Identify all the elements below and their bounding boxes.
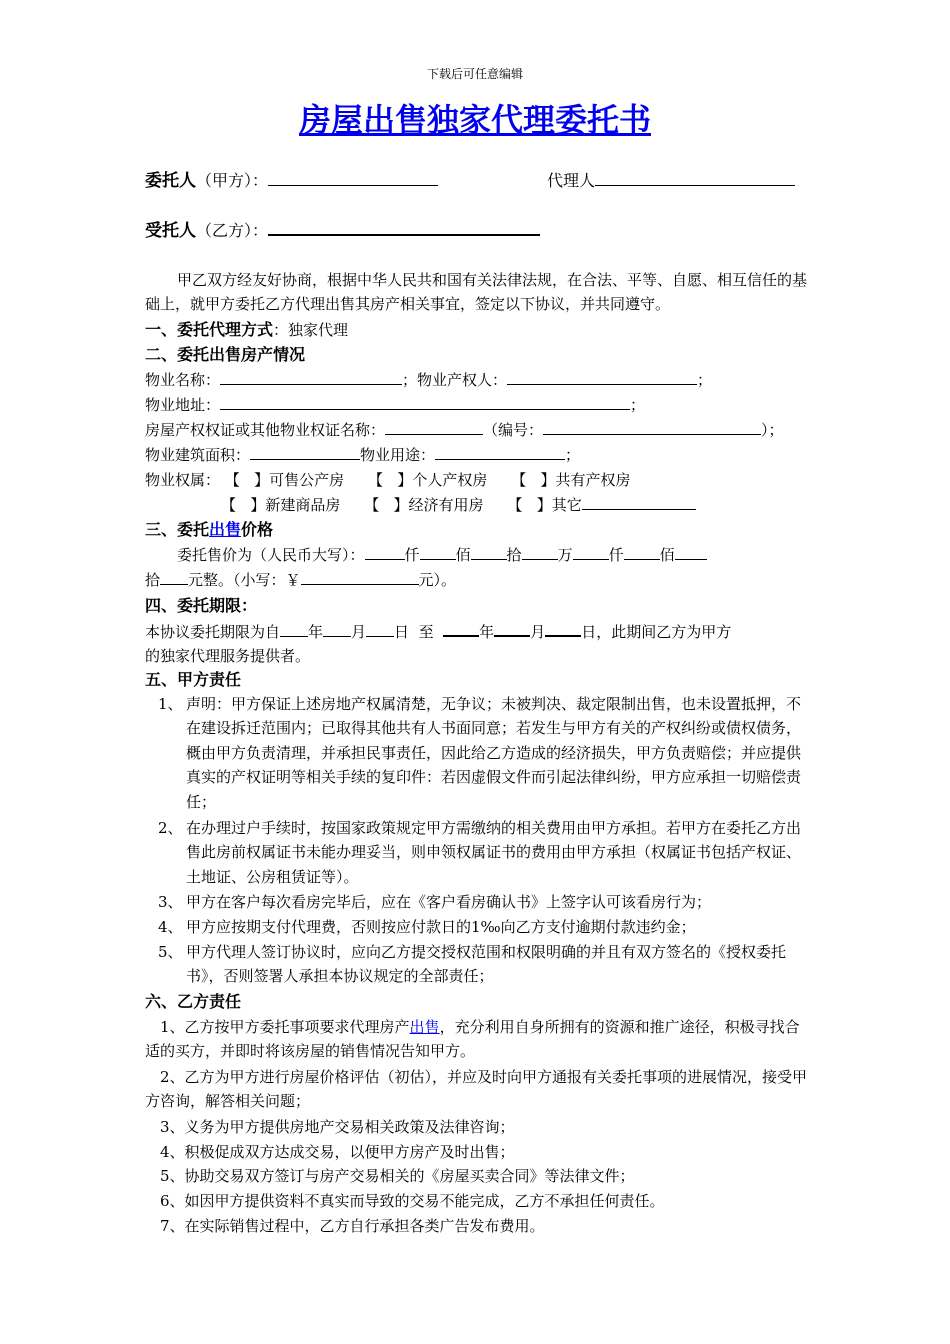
option-affordable-label: 经济有用房 (408, 496, 484, 514)
term-line-2: 的独家代理服务提供者。 (145, 647, 311, 665)
principal-blank[interactable] (268, 169, 438, 186)
price-blank[interactable] (522, 543, 558, 560)
number-open: （编号： (483, 421, 544, 439)
semicolon: ； (697, 371, 713, 389)
principal-duty-3 (158, 890, 808, 914)
unit-shi: 拾 (145, 571, 161, 589)
start-month-blank[interactable] (323, 620, 351, 637)
certificate-blank[interactable] (385, 418, 483, 435)
principal-duty-1 (158, 692, 808, 814)
item-number: 4、 (158, 918, 183, 936)
price-blank[interactable] (624, 543, 660, 560)
section-2-heading: 二、委托出售房产情况 (145, 345, 306, 364)
section-1 (145, 318, 348, 342)
agent-duty-4: 4、积极促成双方达成交易，以便甲方房产及时出售； (160, 1143, 515, 1161)
option-private-label: 个人产权房 (412, 471, 488, 489)
section-4-heading: 四、委托期限： (145, 596, 258, 615)
agent-rep-label: 代理人 (547, 171, 596, 190)
checkbox-new[interactable]: 【 】 (221, 496, 266, 514)
usage-blank[interactable] (435, 443, 565, 460)
price-blank[interactable] (160, 568, 188, 585)
day-label: 日 (394, 623, 410, 641)
agent-duty-7: 7、在实际销售过程中，乙方自行承担各类广告发布费用。 (160, 1217, 545, 1235)
section-3-heading-b: 价格 (241, 520, 274, 539)
principal-line (145, 169, 438, 193)
price-line-1 (177, 543, 707, 567)
unit-shi: 拾 (506, 546, 522, 564)
property-name-blank[interactable] (220, 368, 402, 385)
agent-duty-5: 5、协助交易双方签订与房产交易相关的《房屋买卖合同》等法律文件； (160, 1167, 635, 1185)
header-note: 下载后可任意编辑 (426, 67, 523, 81)
number-close: ）； (761, 421, 784, 439)
certificate-line (145, 418, 784, 442)
section-1-colon: ： (273, 321, 289, 339)
other-blank[interactable] (582, 493, 696, 510)
principal-duty-2 (158, 816, 808, 889)
agent-duty-6: 6、如因甲方提供资料不真实而导致的交易不能完成，乙方不承担任何责任。 (160, 1192, 665, 1210)
price-label: 委托售价为（人民币大写）： (177, 546, 365, 564)
price-blank[interactable] (420, 543, 456, 560)
address-blank[interactable] (220, 393, 630, 410)
agent-line (145, 218, 540, 243)
section-3-heading-a: 三、委托 (145, 520, 210, 539)
agent-rep-blank[interactable] (595, 169, 795, 186)
item-text: 声明：甲方保证上述房地产权属清楚，无争议；未被判决、裁定限制出售，也未设置抵押，不在建设拆迁范围内；已取得其他共有人书面同意；若发生与甲方有关的产权纠纷或债权债务，概由甲方负责清理，并承担民事责任，因此给乙方造成的经济损失，甲方负责赔偿；并应提供真实的产权证明等相关手续的复印件：若因虚假文件而引起法律纠纷，甲方应承担一切赔偿责任； (186, 695, 802, 811)
area-blank[interactable] (250, 443, 360, 460)
price-blank[interactable] (675, 543, 707, 560)
option-public-label: 可售公产房 (269, 471, 345, 489)
agent-duty-3: 3、义务为甲方提供房地产交易相关政策及法律咨询； (160, 1118, 515, 1136)
item-text: 甲方在客户每次看房完毕后，应在《客户看房确认书》上签字认可该看房行为； (186, 893, 712, 911)
section-3-heading (145, 518, 273, 542)
principal-label: 委托人 (145, 171, 196, 191)
to-label: 至 (418, 623, 434, 641)
principal-duty-5 (158, 940, 808, 989)
term-text-b: 日，此期间乙方为甲方 (581, 623, 732, 641)
start-day-blank[interactable] (366, 620, 394, 637)
price-line-2 (145, 568, 456, 592)
agent-paren: （乙方）： (196, 221, 269, 240)
checkbox-other[interactable]: 【 】 (507, 496, 552, 514)
price-blank[interactable] (471, 543, 507, 560)
checkbox-shared[interactable]: 【 】 (511, 471, 556, 489)
agent-blank[interactable] (268, 218, 540, 236)
ownership-label: 物业权属： (145, 471, 221, 489)
section-6-heading: 六、乙方责任 (145, 992, 242, 1011)
checkbox-private[interactable]: 【 】 (368, 471, 413, 489)
end-month-blank[interactable] (494, 619, 530, 637)
unit-qian: 仟 (608, 546, 624, 564)
year-label: 年 (479, 623, 495, 641)
item-number: 3、 (158, 893, 183, 911)
checkbox-affordable[interactable]: 【 】 (364, 496, 409, 514)
agent-duty-1-b: ，充分利用自身所拥有的资源和推广途径，积极寻找合适的买方，并即时将该房屋的销售情况告知甲方。 (145, 1018, 800, 1061)
document-title: 房屋出售独家代理委托书 (298, 101, 651, 139)
sale-link[interactable]: 出售 (409, 1018, 440, 1036)
item-text: 在办理过户手续时，按国家政策规定甲方需缴纳的相关费用由甲方承担。若甲方在委托乙方出售此房前权属证书未能办理妥当，则申领权属证书的费用由甲方承担（权属证书包括产权证、土地证、公房租赁证等）。 (186, 819, 802, 886)
price-blank[interactable] (365, 543, 405, 560)
term-line-1 (145, 619, 731, 644)
owner-label: ；物业产权人： (402, 371, 508, 389)
agent-rep-line (547, 169, 795, 193)
option-other-label: 其它 (551, 496, 582, 514)
ownership-line-1 (145, 468, 631, 492)
term-text-a: 本协议委托期限为自 (145, 623, 281, 641)
item-text: 甲方应按期支付代理费，否则按应付款日的1‰向乙方支付逾期付款违约金； (186, 918, 696, 936)
agent-duty-1-a: 1、乙方按甲方委托事项要求代理房产 (160, 1018, 410, 1036)
item-number: 1、 (158, 695, 183, 713)
principal-duty-4 (158, 915, 808, 939)
option-new-label: 新建商品房 (265, 496, 341, 514)
item-number: 2、 (158, 819, 183, 837)
end-year-blank[interactable] (443, 619, 479, 637)
intro-paragraph: 甲乙双方经友好协商，根据中华人民共和国有关法律法规，在合法、平等、自愿、相互信任的基础上，就甲方委托乙方代理出售其房产相关事宜，签定以下协议，并共同遵守。 (145, 271, 808, 314)
area-label: 物业建筑面积： (145, 446, 251, 464)
principal-paren: （甲方）： (196, 171, 269, 190)
price-small-blank[interactable] (301, 568, 419, 585)
semicolon: ； (565, 446, 581, 464)
month-label: 月 (530, 623, 546, 641)
year-label: 年 (308, 623, 324, 641)
unit-bai: 佰 (455, 546, 471, 564)
number-blank[interactable] (543, 418, 761, 435)
agent-label: 受托人 (145, 221, 196, 241)
usage-label: 物业用途： (360, 446, 436, 464)
month-label: 月 (351, 623, 367, 641)
agent-duty-2: 2、乙方为甲方进行房屋价格评估（初估），并应及时向甲方通报有关委托事项的进展情况，接受甲方咨询，解答相关问题； (145, 1068, 808, 1111)
sale-link[interactable]: 出售 (209, 520, 242, 539)
address-label: 物业地址： (145, 396, 221, 414)
semicolon: ； (630, 396, 646, 414)
section-5-heading: 五、甲方责任 (145, 670, 242, 689)
unit-qian: 仟 (404, 546, 420, 564)
address-line (145, 393, 645, 417)
unit-bai: 佰 (659, 546, 675, 564)
agent-duty-1 (145, 1015, 810, 1064)
checkbox-public[interactable]: 【 】 (224, 471, 270, 489)
option-shared-label: 共有产权房 (555, 471, 631, 489)
section-1-value: 独家代理 (288, 321, 349, 339)
unit-yuan-zheng: 元整。（小写：￥ (188, 571, 301, 589)
unit-yuan-end: 元）。 (418, 571, 457, 589)
unit-wan: 万 (557, 546, 573, 564)
price-blank[interactable] (573, 543, 609, 560)
start-year-blank[interactable] (280, 620, 308, 637)
ownership-line-2 (221, 493, 696, 517)
owner-blank[interactable] (507, 368, 697, 385)
area-line (145, 443, 580, 467)
item-number: 5、 (158, 943, 183, 961)
item-text: 甲方代理人签订协议时，应向乙方提交授权范围和权限明确的并且有双方签名的《授权委托书》，否则签署人承担本协议规定的全部责任； (186, 943, 787, 986)
section-1-heading: 一、委托代理方式 (145, 320, 274, 339)
end-day-blank[interactable] (545, 619, 581, 637)
property-name-label: 物业名称： (145, 371, 221, 389)
certificate-label: 房屋产权权证或其他物业权证名称： (145, 421, 386, 439)
property-name-line (145, 368, 712, 392)
